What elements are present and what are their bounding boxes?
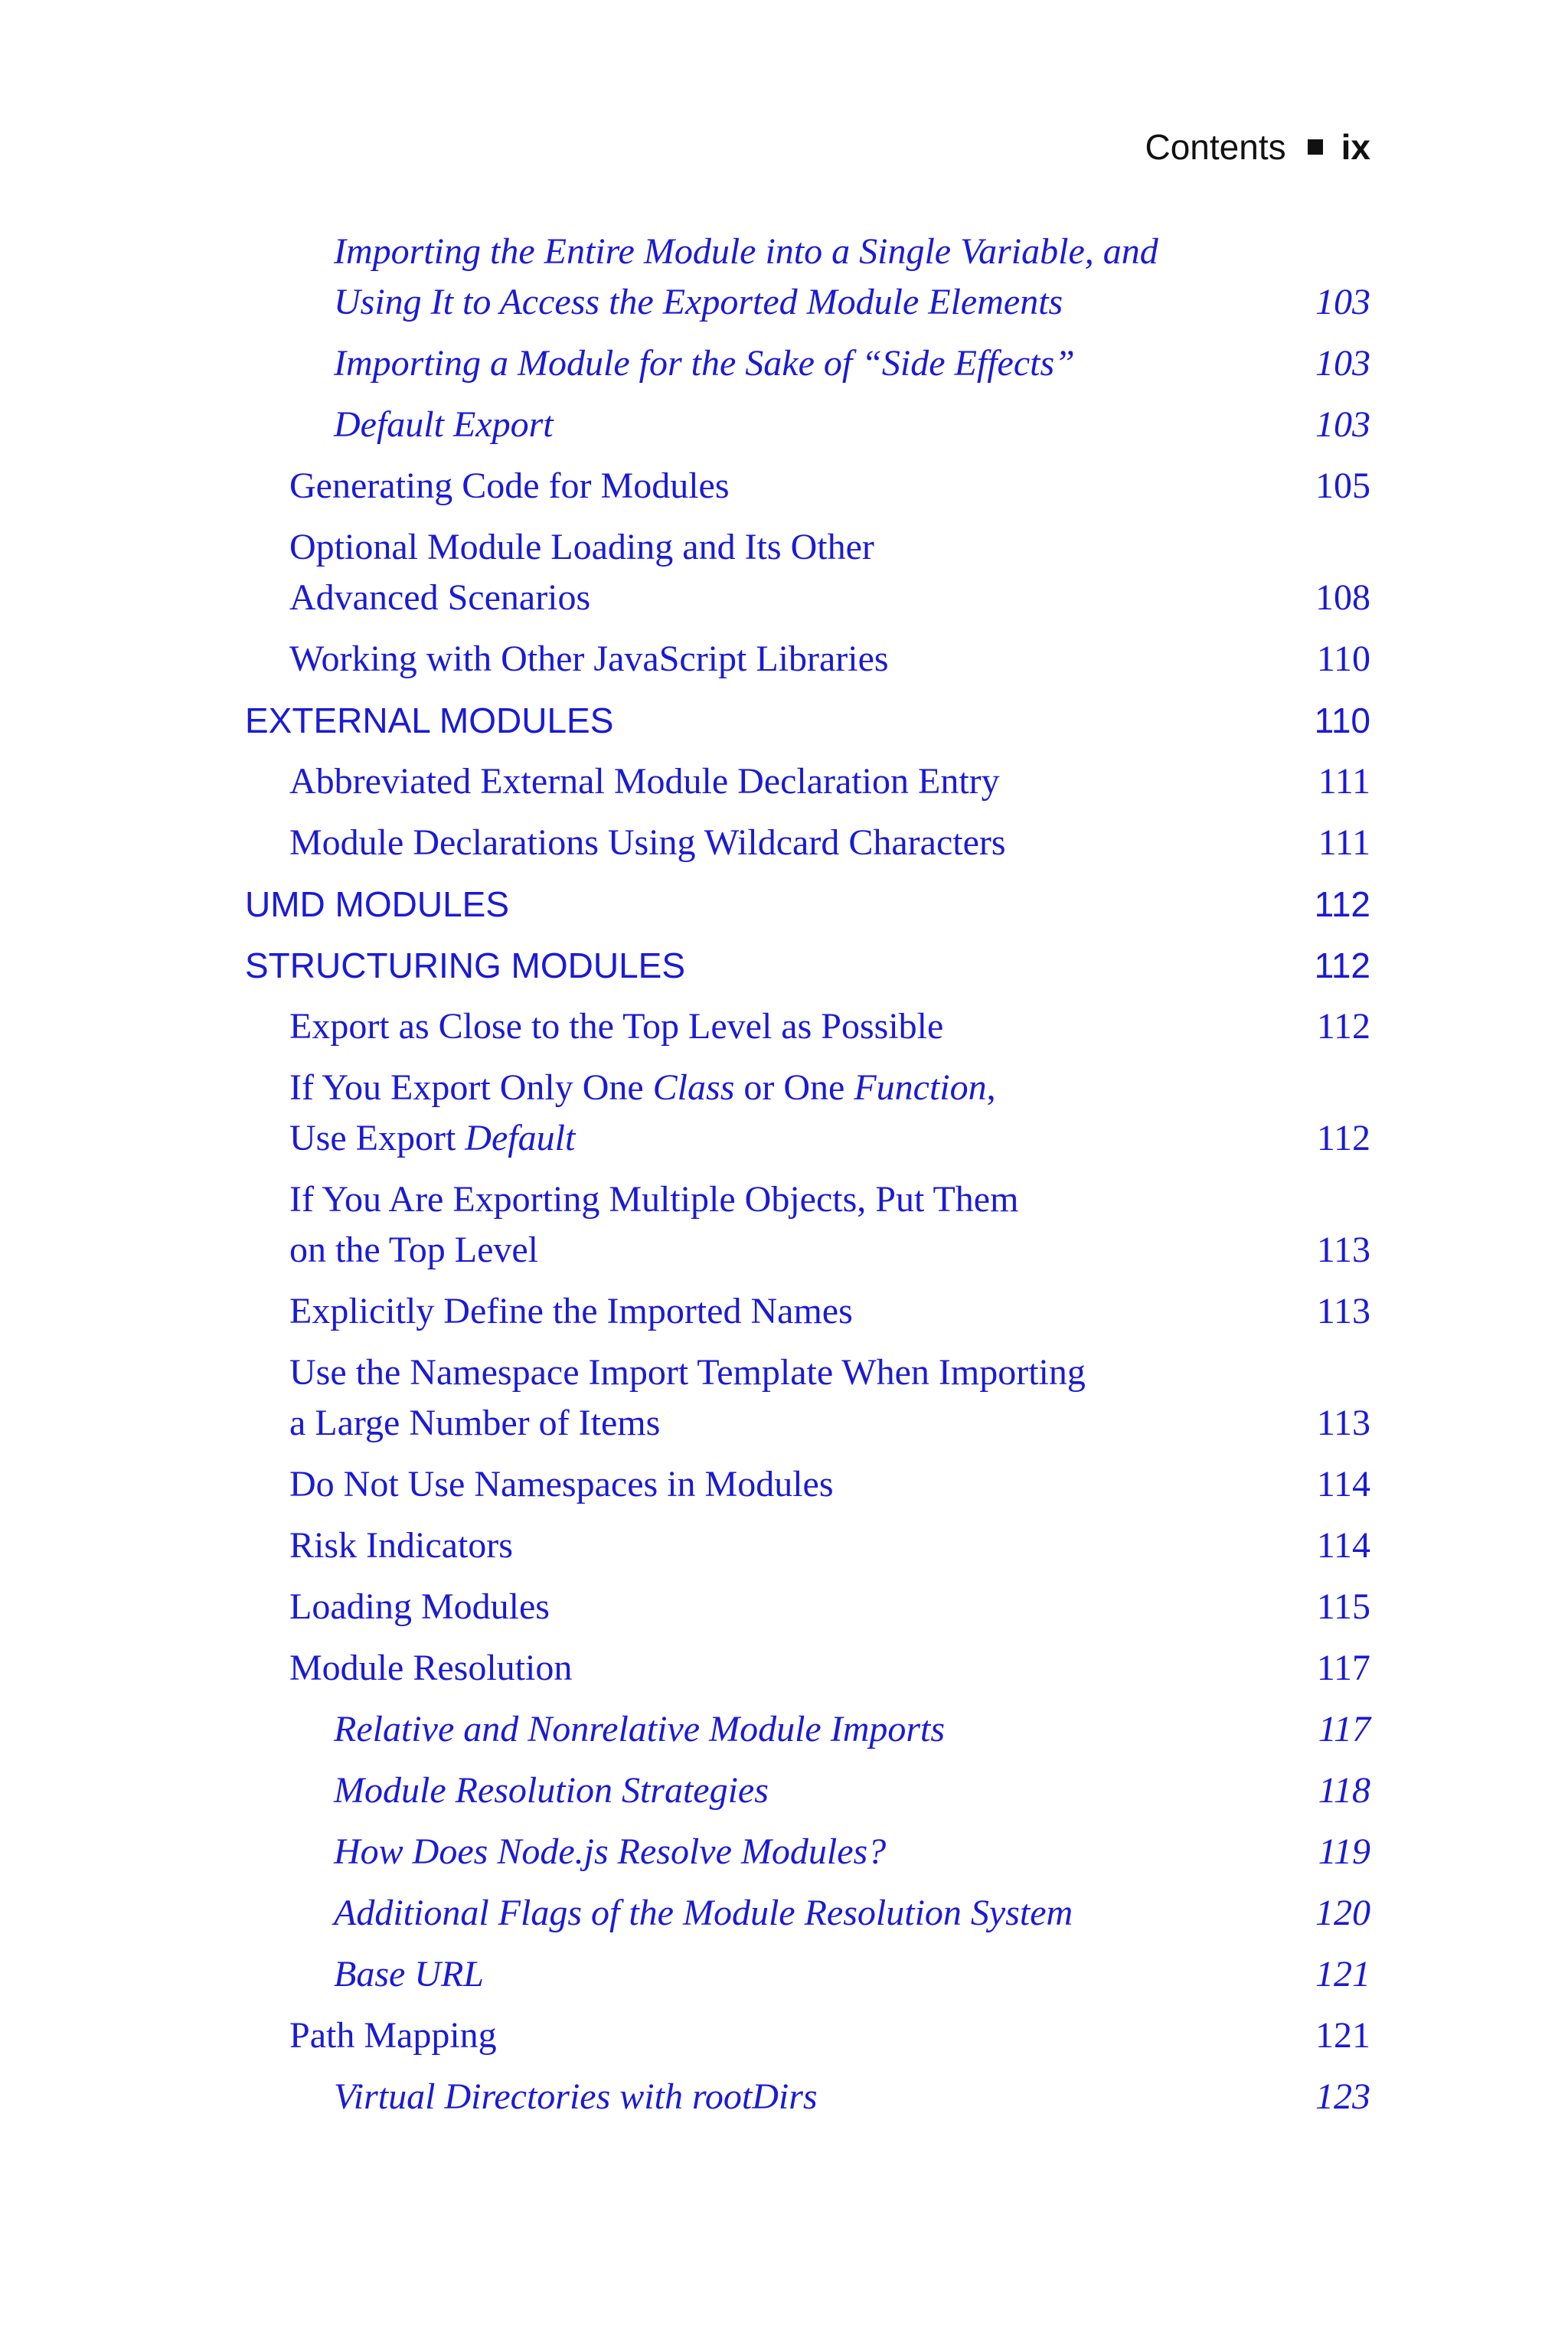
toc-entry[interactable] [245, 1001, 1370, 1052]
table-of-contents [245, 227, 1370, 2133]
toc-entry-title-part: If You Export Only One [289, 1067, 653, 1108]
toc-entry-title-part: Default [465, 1118, 576, 1158]
toc-entry-page: 113 [1316, 1291, 1370, 1331]
toc-entry-title-line: a Large Number of Items [289, 1403, 661, 1443]
toc-entry-page: 111 [1318, 761, 1370, 802]
toc-entry-title-line: Importing the Entire Module into a Single Variable, and [334, 231, 1158, 272]
toc-entry-title-line: Use the Namespace Import Template When Importing [289, 1352, 1086, 1393]
toc-entry-title: Explicitly Define the Imported Names [289, 1291, 853, 1331]
toc-entry-title: Working with Other JavaScript Libraries [289, 639, 889, 679]
toc-entry[interactable] [245, 2011, 1370, 2061]
toc-entry-page: 121 [1315, 1954, 1370, 1994]
toc-entry-title: Generating Code for Modules [289, 466, 730, 506]
toc-entry-page: 113 [1316, 1403, 1370, 1443]
toc-entry-page: 112 [1314, 884, 1370, 924]
toc-entry-title-line: Advanced Scenarios [289, 577, 591, 618]
toc-entry[interactable] [245, 1348, 1370, 1449]
toc-entry[interactable] [245, 1582, 1370, 1632]
toc-entry-title: Module Resolution Strategies [334, 1770, 769, 1811]
toc-entry-title: Do Not Use Namespaces in Modules [289, 1464, 834, 1504]
toc-entry[interactable] [245, 1521, 1370, 1571]
toc-entry[interactable] [245, 940, 1370, 991]
toc-entry-page: 103 [1315, 343, 1370, 384]
toc-entry-page: 117 [1318, 1709, 1370, 1749]
toc-entry[interactable] [245, 1949, 1370, 2000]
toc-entry-title: Risk Indicators [289, 1525, 513, 1566]
running-head-section: Contents [1145, 127, 1286, 167]
toc-entry-title [334, 227, 1370, 328]
toc-entry-title: Relative and Nonrelative Module Imports [334, 1709, 946, 1749]
toc-entry-title: Default Export [334, 404, 554, 445]
toc-entry-page: 110 [1316, 639, 1370, 679]
toc-entry-title: How Does Node.js Resolve Modules? [334, 1831, 887, 1872]
toc-entry-page: 119 [1318, 1831, 1370, 1872]
toc-entry[interactable] [245, 1459, 1370, 1510]
toc-entry-title-part: Use Export [289, 1118, 466, 1158]
toc-entry[interactable] [245, 522, 1370, 623]
toc-entry-page: 105 [1315, 466, 1370, 506]
toc-entry-page: 103 [1315, 282, 1370, 322]
toc-entry-title: Abbreviated External Module Declaration Entry [289, 761, 1000, 802]
toc-entry-page: 103 [1315, 404, 1370, 445]
toc-entry-title: Base URL [334, 1954, 484, 1994]
toc-entry-title: Module Declarations Using Wildcard Characters [289, 822, 1006, 863]
toc-entry-page: 115 [1316, 1586, 1370, 1627]
toc-entry-page: 120 [1315, 1893, 1370, 1933]
toc-entry[interactable] [245, 2072, 1370, 2122]
toc-entry-page: 113 [1316, 1230, 1370, 1270]
running-head [1145, 122, 1371, 172]
toc-entry-title-line: on the Top Level [289, 1230, 539, 1270]
toc-entry-title: Module Resolution [289, 1648, 573, 1688]
toc-entry[interactable] [245, 1174, 1370, 1276]
toc-entry[interactable] [245, 227, 1370, 328]
toc-entry[interactable] [245, 1766, 1370, 1816]
toc-entry-page: 117 [1316, 1648, 1370, 1688]
toc-entry-page: 123 [1315, 2076, 1370, 2117]
toc-entry[interactable] [245, 818, 1370, 868]
toc-entry-page: 112 [1316, 1006, 1370, 1047]
toc-entry-page: 108 [1315, 577, 1370, 618]
toc-entry[interactable] [245, 1888, 1370, 1939]
toc-entry-title: UMD MODULES [245, 884, 510, 924]
toc-entry[interactable] [245, 1643, 1370, 1694]
toc-entry-page: 114 [1316, 1525, 1370, 1566]
toc-entry[interactable] [245, 1063, 1370, 1164]
toc-entry-title-line: Using It to Access the Exported Module Elements [334, 282, 1063, 322]
toc-entry-page: 112 [1316, 1118, 1370, 1158]
toc-entry[interactable] [245, 400, 1370, 450]
toc-entry-title: EXTERNAL MODULES [245, 701, 614, 740]
toc-entry-title [289, 1174, 1370, 1276]
toc-entry-title: Path Mapping [289, 2015, 497, 2056]
toc-entry-title-part: , [986, 1067, 996, 1108]
toc-entry-title: STRUCTURING MODULES [245, 946, 686, 985]
toc-entry[interactable] [245, 461, 1370, 511]
toc-entry-page: 118 [1318, 1770, 1370, 1811]
toc-entry-title: Virtual Directories with rootDirs [334, 2076, 818, 2117]
toc-entry-title-line: Optional Module Loading and Its Other [289, 527, 874, 567]
toc-entry-title-part: Function [854, 1067, 987, 1108]
toc-entry-title: Additional Flags of the Module Resolution System [334, 1893, 1073, 1933]
toc-entry[interactable] [245, 634, 1370, 684]
toc-entry-title: Loading Modules [289, 1586, 550, 1627]
toc-entry-page: 121 [1315, 2015, 1370, 2056]
toc-entry[interactable] [245, 756, 1370, 807]
toc-entry-title [289, 1348, 1370, 1449]
toc-entry-page: 111 [1318, 822, 1370, 863]
toc-entry-title-part: or One [734, 1067, 854, 1108]
toc-entry-page: 112 [1314, 946, 1370, 985]
toc-entry[interactable] [245, 1286, 1370, 1337]
toc-entry-title [289, 522, 1370, 623]
running-head-page-number: ix [1341, 127, 1370, 167]
toc-entry[interactable] [245, 879, 1370, 929]
toc-entry-title: Importing a Module for the Sake of “Side Effects” [334, 343, 1075, 384]
toc-entry-page: 114 [1316, 1464, 1370, 1504]
toc-entry-title-part: Class [652, 1067, 735, 1108]
toc-entry[interactable] [245, 1827, 1370, 1877]
toc-entry[interactable] [245, 338, 1370, 389]
toc-entry-title [289, 1063, 1370, 1164]
toc-entry-title: Export as Close to the Top Level as Possible [289, 1006, 944, 1047]
toc-entry-page: 110 [1314, 701, 1370, 740]
square-bullet-icon [1308, 139, 1323, 155]
toc-entry[interactable] [245, 1704, 1370, 1755]
toc-entry-title-line: If You Are Exporting Multiple Objects, Put Them [289, 1179, 1019, 1220]
toc-entry[interactable] [245, 695, 1370, 746]
